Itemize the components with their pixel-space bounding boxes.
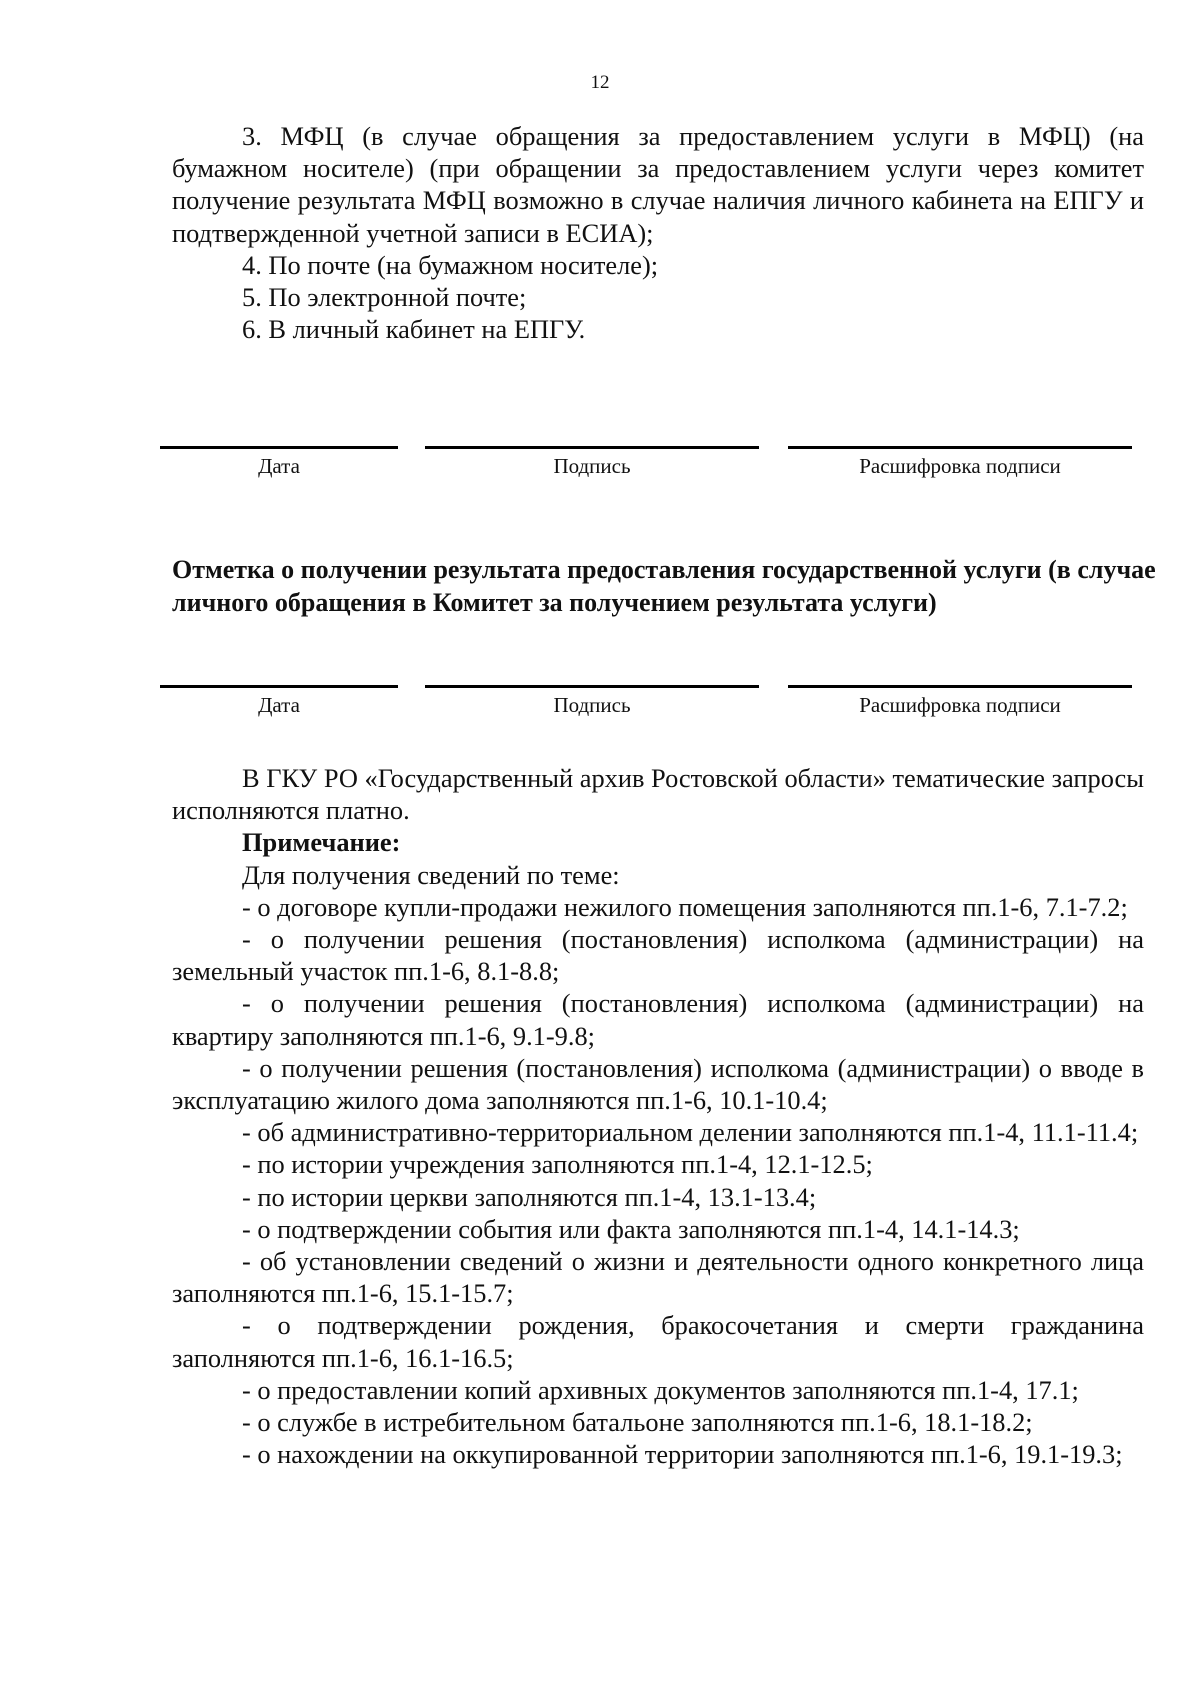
note-item: - об административно-территориальном делении заполняются пп.1-4, 11.1-11.4;	[242, 1117, 1139, 1148]
date-label: Дата	[258, 454, 300, 478]
note-intro: Для получения сведений по теме:	[242, 859, 620, 890]
date-label: Дата	[258, 693, 300, 717]
list-item: 4. По почте (на бумажном носителе);	[242, 249, 659, 280]
signature-line	[425, 446, 759, 449]
note-item: - по истории учреждения заполняются пп.1-4, 12.1-12.5;	[242, 1149, 873, 1180]
note-item: - по истории церкви заполняются пп.1-4, 13.1-13.4;	[242, 1181, 817, 1212]
note-item: - о договоре купли-продажи нежилого помещения заполняются пп.1-6, 7.1-7.2;	[242, 891, 1128, 922]
date-line	[160, 446, 398, 449]
note-item: - о получении решения (постановления) исполкома (администрации) на земельный участок пп.1-6, 8.1-8.8;	[172, 924, 1144, 987]
note-item: - о подтверждении рождения, бракосочетания и смерти гражданина заполняются пп.1-6, 16.1-16.5;	[172, 1310, 1144, 1373]
note-item: - о службе в истребительном батальоне заполняются пп.1-6, 18.1-18.2;	[242, 1407, 1033, 1438]
note-heading: Примечание:	[242, 827, 401, 858]
page-number: 12	[590, 72, 610, 93]
list-item: 6. В личный кабинет на ЕПГУ.	[242, 314, 586, 345]
note-item: - о получении решения (постановления) исполкома (администрации) о вводе в эксплуатацию жилого дома заполняются пп.1-6, 10.1-10.4;	[172, 1052, 1144, 1116]
decoding-label: Расшифровка подписи	[859, 693, 1061, 717]
note-item: - о получении решения (постановления) исполкома (администрации) на квартиру заполняются пп.1-6, 9.1-9.8;	[172, 988, 1144, 1051]
decoding-line	[788, 446, 1132, 449]
note-item: - о предоставлении копий архивных документов заполняются пп.1-4, 17.1;	[242, 1374, 1079, 1405]
date-line	[160, 685, 398, 688]
note-item: - об установлении сведений о жизни и деятельности одного конкретного лица заполняются пп.1-6, 15.1-15.7;	[172, 1246, 1144, 1309]
list-item: 5. По электронной почте;	[242, 282, 527, 313]
note-item: - о подтверждении события или факта заполняются пп.1-4, 14.1-14.3;	[242, 1213, 1020, 1244]
signature-row-2	[0, 685, 1200, 725]
note-item: - о нахождении на оккупированной территории заполняются пп.1-6, 19.1-19.3;	[242, 1439, 1123, 1470]
list-item: 3. МФЦ (в случае обращения за предоставлением услуги в МФЦ) (на бумажном носителе) (при обращении за предоставлением услуги через комитет получение результата МФЦ возможно в случае наличия личного кабинета на ЕПГУ и подтвержденной учетной записи в ЕСИА);	[172, 121, 1144, 248]
notes-section	[172, 762, 1144, 1470]
signature-row-1	[0, 446, 1200, 486]
decoding-label: Расшифровка подписи	[859, 454, 1061, 478]
signature-line	[425, 685, 759, 688]
signature-label: Подпись	[553, 693, 631, 717]
archive-note: В ГКУ РО «Государственный архив Ростовской области» тематические запросы исполняются платно.	[172, 763, 1144, 826]
delivery-methods-list	[172, 120, 1144, 345]
decoding-line	[788, 685, 1132, 688]
result-mark-title: Отметка о получении результата предоставления государственной услуги (в случае личного обращения в Комитет за получением результата услуги)	[172, 555, 1156, 617]
signature-label: Подпись	[553, 454, 631, 478]
